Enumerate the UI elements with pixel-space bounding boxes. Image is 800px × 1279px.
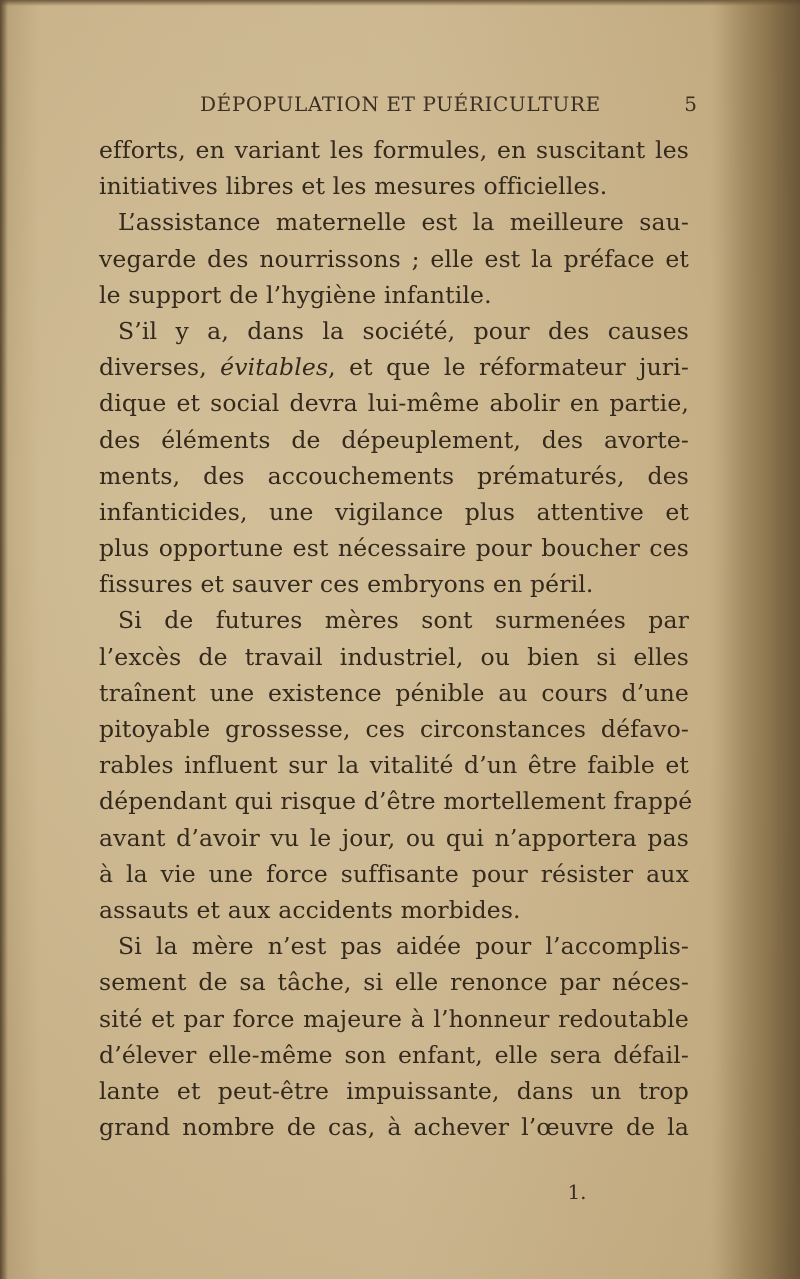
page-left-edge-shadow <box>0 0 8 1279</box>
text-line: plus opportune est nécessaire pour boucher ces <box>99 534 689 563</box>
text-line: Si de futures mères sont surmenées par <box>118 606 689 635</box>
text-line: dépendant qui risque d’être mortellement frappé <box>99 787 693 816</box>
text-line <box>99 349 689 385</box>
body-text <box>99 132 693 1145</box>
text-line: S’il y a, dans la société, pour des causes <box>118 316 689 345</box>
text-line: initiatives libres et les mesures officielles. <box>99 172 608 201</box>
italic-word: évitables <box>220 353 329 382</box>
text-line: à la vie une force suffisante pour résister aux <box>99 859 689 888</box>
page-right-edge-stain <box>710 0 800 1279</box>
text-line: efforts, en variant les formules, en suscitant les <box>99 136 689 164</box>
text-line: avant d’avoir vu le jour, ou qui n’apportera pas <box>99 823 689 852</box>
running-title: DÉPOPULATION ET PUÉRICULTURE <box>200 92 601 116</box>
text-line: le support de l’hygiène infantile. <box>99 280 492 309</box>
text-segment: diverses, <box>99 353 221 382</box>
text-line: assauts et aux accidents morbides. <box>99 895 521 924</box>
text-line: l’excès de travail industriel, ou bien si elles <box>99 642 689 671</box>
text-line: grand nombre de cas, à achever l’œuvre de la <box>99 1113 689 1142</box>
page-number: 5 <box>684 92 697 116</box>
text-line: sité et par force majeure à l’honneur redoutable <box>99 1004 689 1033</box>
page-top-edge-shadow <box>0 0 800 6</box>
text-line: dique et social devra lui-même abolir en partie, <box>99 389 689 418</box>
text-segment: , et que le réformateur juri- <box>328 353 689 382</box>
text-line: d’élever elle-même son enfant, elle sera défail- <box>99 1040 689 1069</box>
text-line: des éléments de dépeuplement, des avorte- <box>99 425 689 454</box>
text-line: Si la mère n’est pas aidée pour l’accomplis- <box>118 932 689 961</box>
text-line: rables influent sur la vitalité d’un être faible et <box>99 751 689 780</box>
text-line: vegarde des nourrissons ; elle est la préface et <box>99 244 689 273</box>
text-line: fissures et sauver ces embryons en péril. <box>99 570 594 599</box>
text-line: pitoyable grossesse, ces circonstances défavo- <box>99 715 689 743</box>
text-line: traînent une existence pénible au cours d’une <box>99 678 689 707</box>
signature-mark: 1. <box>567 1180 587 1204</box>
text-line: infanticides, une vigilance plus attentive et <box>99 497 689 526</box>
running-header <box>0 88 800 124</box>
text-line: L’assistance maternelle est la meilleure sau- <box>118 208 689 237</box>
text-line: lante et peut-être impuissante, dans un trop <box>99 1076 689 1105</box>
text-line: ments, des accouchements prématurés, des <box>99 461 689 490</box>
text-line: sement de sa tâche, si elle renonce par néces- <box>99 968 689 997</box>
